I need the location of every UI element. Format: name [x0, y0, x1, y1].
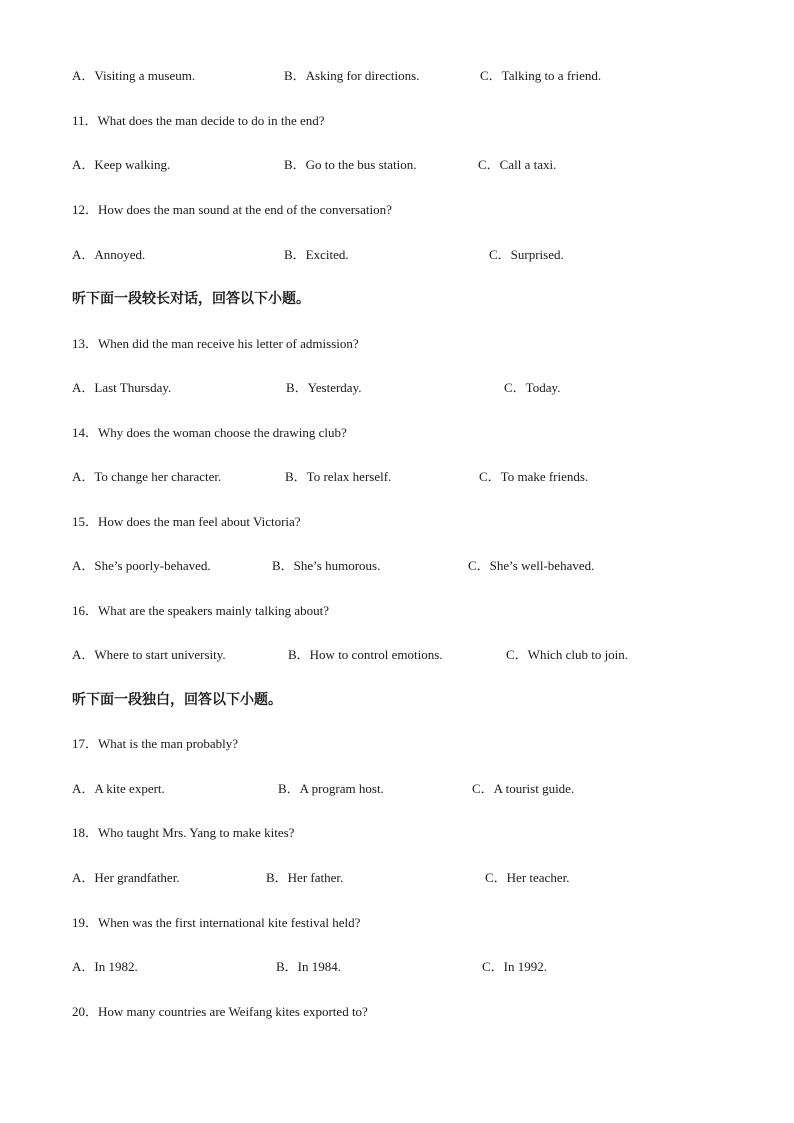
option-c: C．She’s well-behaved. [468, 558, 595, 573]
option-a: A．In 1982. [72, 959, 138, 974]
option-a: A．Keep walking. [72, 157, 171, 172]
question-19: 19．When was the first international kite festival held? [72, 915, 361, 930]
option-c: C．Which club to join. [506, 647, 629, 662]
option-c: C．In 1992. [482, 959, 548, 974]
question-15: 15．How does the man feel about Victoria? [72, 514, 301, 529]
option-a: A．Where to start university. [72, 647, 226, 662]
option-a: A．A kite expert. [72, 781, 165, 796]
option-c: C．Talking to a friend. [480, 68, 602, 83]
option-b: B．A program host. [278, 781, 384, 796]
option-a: A．To change her character. [72, 469, 222, 484]
option-c: C．To make friends. [479, 469, 589, 484]
option-c: C．Today. [504, 380, 561, 395]
option-c: C．Call a taxi. [478, 157, 557, 172]
question-11: 11．What does the man decide to do in the end? [72, 113, 325, 128]
option-b: B．Asking for directions. [284, 68, 420, 83]
question-18: 18．Who taught Mrs. Yang to make kites? [72, 825, 295, 840]
option-b: B．How to control emotions. [288, 647, 443, 662]
option-b: B．Her father. [266, 870, 344, 885]
option-c: C．Surprised. [489, 247, 564, 262]
question-12: 12．How does the man sound at the end of the conversation? [72, 202, 392, 217]
option-b: B．Excited. [284, 247, 349, 262]
question-17: 17．What is the man probably? [72, 736, 239, 751]
question-13: 13．When did the man receive his letter of admission? [72, 336, 359, 351]
question-16: 16．What are the speakers mainly talking about? [72, 603, 330, 618]
question-20: 20．How many countries are Weifang kites exported to? [72, 1004, 368, 1019]
option-b: B．In 1984. [276, 959, 342, 974]
option-a: A．Her grandfather. [72, 870, 180, 885]
option-c: C．A tourist guide. [472, 781, 575, 796]
question-14: 14．Why does the woman choose the drawing club? [72, 425, 347, 440]
section-heading-long-dialogue: 听下面一段较长对话，回答以下小题。 [72, 291, 310, 307]
option-b: B．Go to the bus station. [284, 157, 417, 172]
option-a: A．Annoyed. [72, 247, 146, 262]
option-b: B．Yesterday. [286, 380, 362, 395]
option-b: B．To relax herself. [285, 469, 392, 484]
option-b: B．She’s humorous. [272, 558, 381, 573]
option-c: C．Her teacher. [485, 870, 570, 885]
option-a: A．Visiting a museum. [72, 68, 196, 83]
option-a: A．She’s poorly-behaved. [72, 558, 211, 573]
section-heading-monologue: 听下面一段独白，回答以下小题。 [72, 692, 282, 708]
option-a: A．Last Thursday. [72, 380, 172, 395]
